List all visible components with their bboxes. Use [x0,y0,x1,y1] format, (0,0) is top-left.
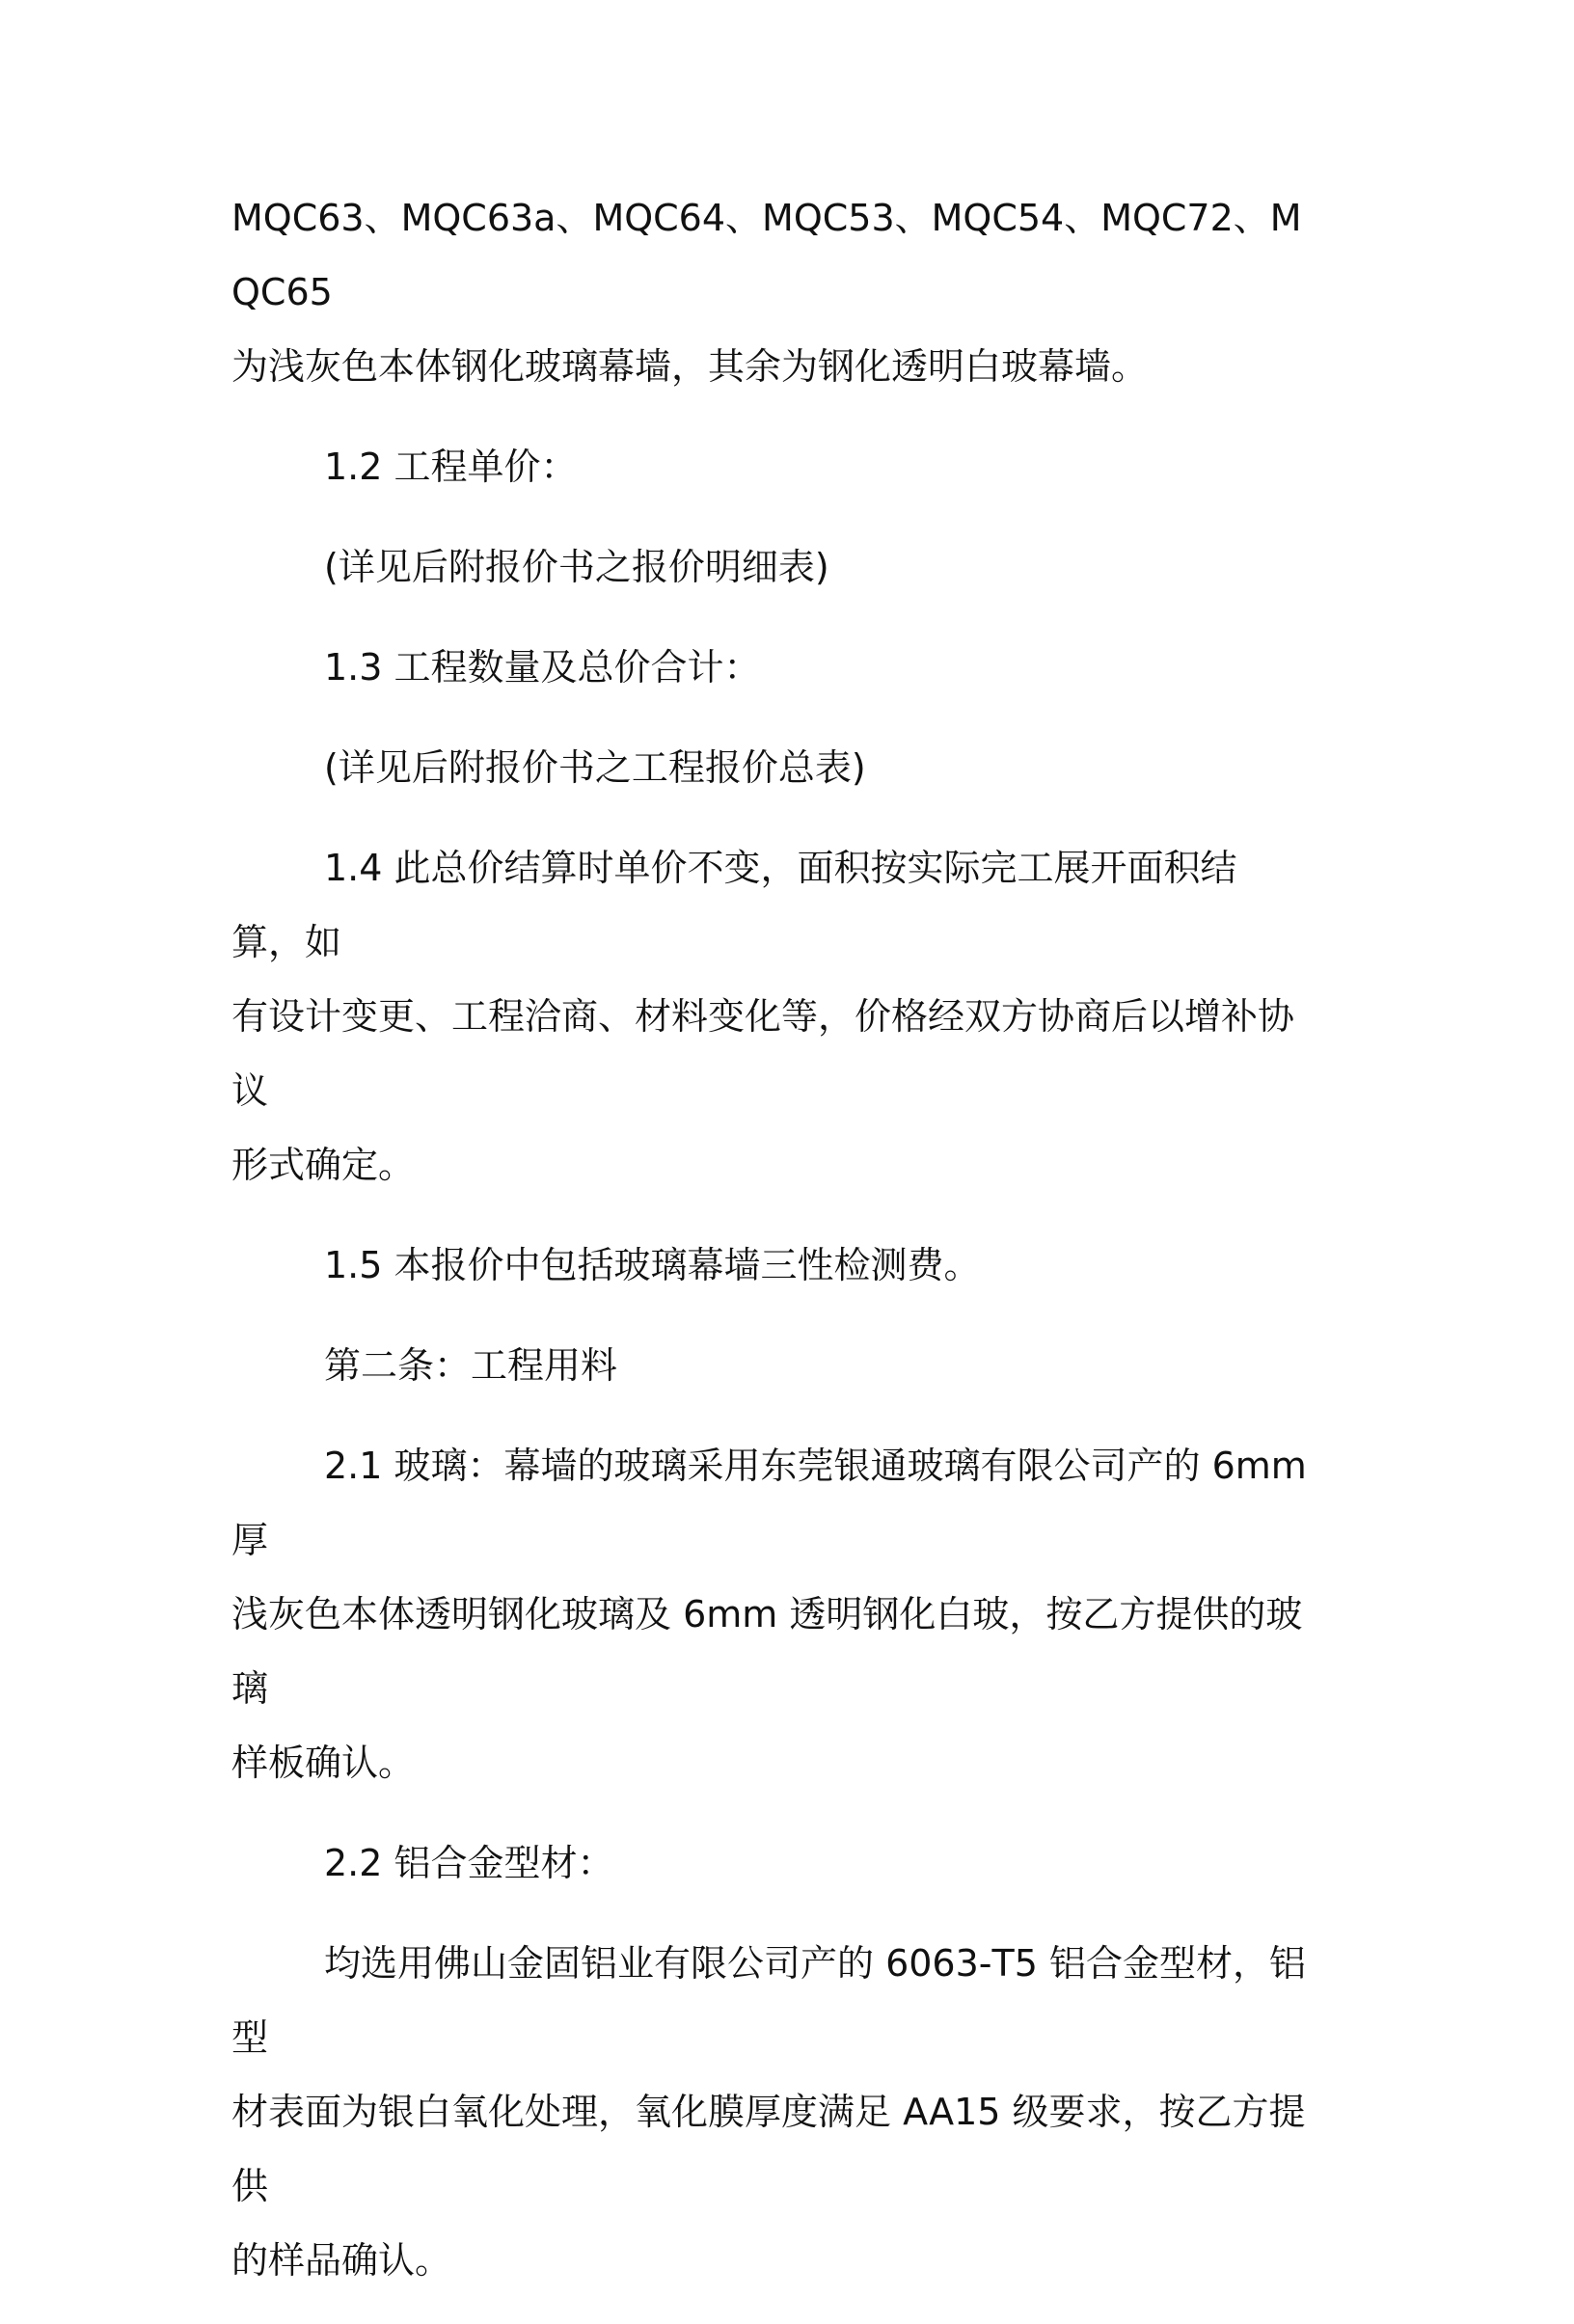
document-body [231,181,1308,2324]
text-line: MQC63、MQC63a、MQC64、MQC53、MQC54、MQC72、MQC65 [231,197,1302,313]
text-line: 浅灰色本体透明钢化玻璃及 6mm 透明钢化白玻，按乙方提供的玻璃 [231,1593,1303,1710]
paragraph-glass-spec [231,1429,1308,1800]
heading-article-two-materials [231,1329,1308,1403]
text-line: 的样品确认。 [231,2239,452,2282]
heading-unit-price [231,430,1308,504]
note-quantity-total [231,731,1308,805]
text-line: 1.3 工程数量及总价合计： [324,646,761,689]
text-line: 1.5 本报价中包括玻璃幕墙三性检测费。 [324,1244,981,1286]
text-line: 2.1 玻璃：幕墙的玻璃采用东莞银通玻璃有限公司产的 6mm 厚 [231,1445,1307,1561]
paragraph-glass-curtain-wall-types [231,181,1308,404]
heading-quantity-total [231,631,1308,705]
text-line: 形式确定。 [231,1144,416,1186]
note-unit-price-detail [231,530,1308,605]
text-line: 样板确认。 [231,1742,416,1784]
paragraph-aluminum-spec [231,1927,1308,2298]
text-line: 有设计变更、工程洽商、材料变化等，价格经双方协商后以增补协议 [231,995,1295,1112]
text-line: 材表面为银白氧化处理，氧化膜厚度满足 AA15 级要求，按乙方提供 [231,2091,1306,2207]
text-line: 第二条：工程用料 [324,1344,618,1387]
text-line: 均选用佛山金固铝业有限公司产的 6063-T5 铝合金型材，铝型 [231,1942,1306,2059]
text-line: 1.4 此总价结算时单价不变，面积按实际完工展开面积结算，如 [231,847,1237,963]
text-line: (详见后附报价书之工程报价总表) [324,746,866,789]
text-line: 1.2 工程单价： [324,446,578,488]
text-line: (详见后附报价书之报价明细表) [324,546,829,588]
paragraph-testing-fee [231,1229,1308,1303]
paragraph-settlement-terms [231,831,1308,1203]
text-line: 2.2 铝合金型材： [324,1842,614,1884]
heading-aluminum-profiles [231,1826,1308,1901]
text-line: 为浅灰色本体钢化玻璃幕墙，其余为钢化透明白玻幕墙。 [231,345,1149,388]
